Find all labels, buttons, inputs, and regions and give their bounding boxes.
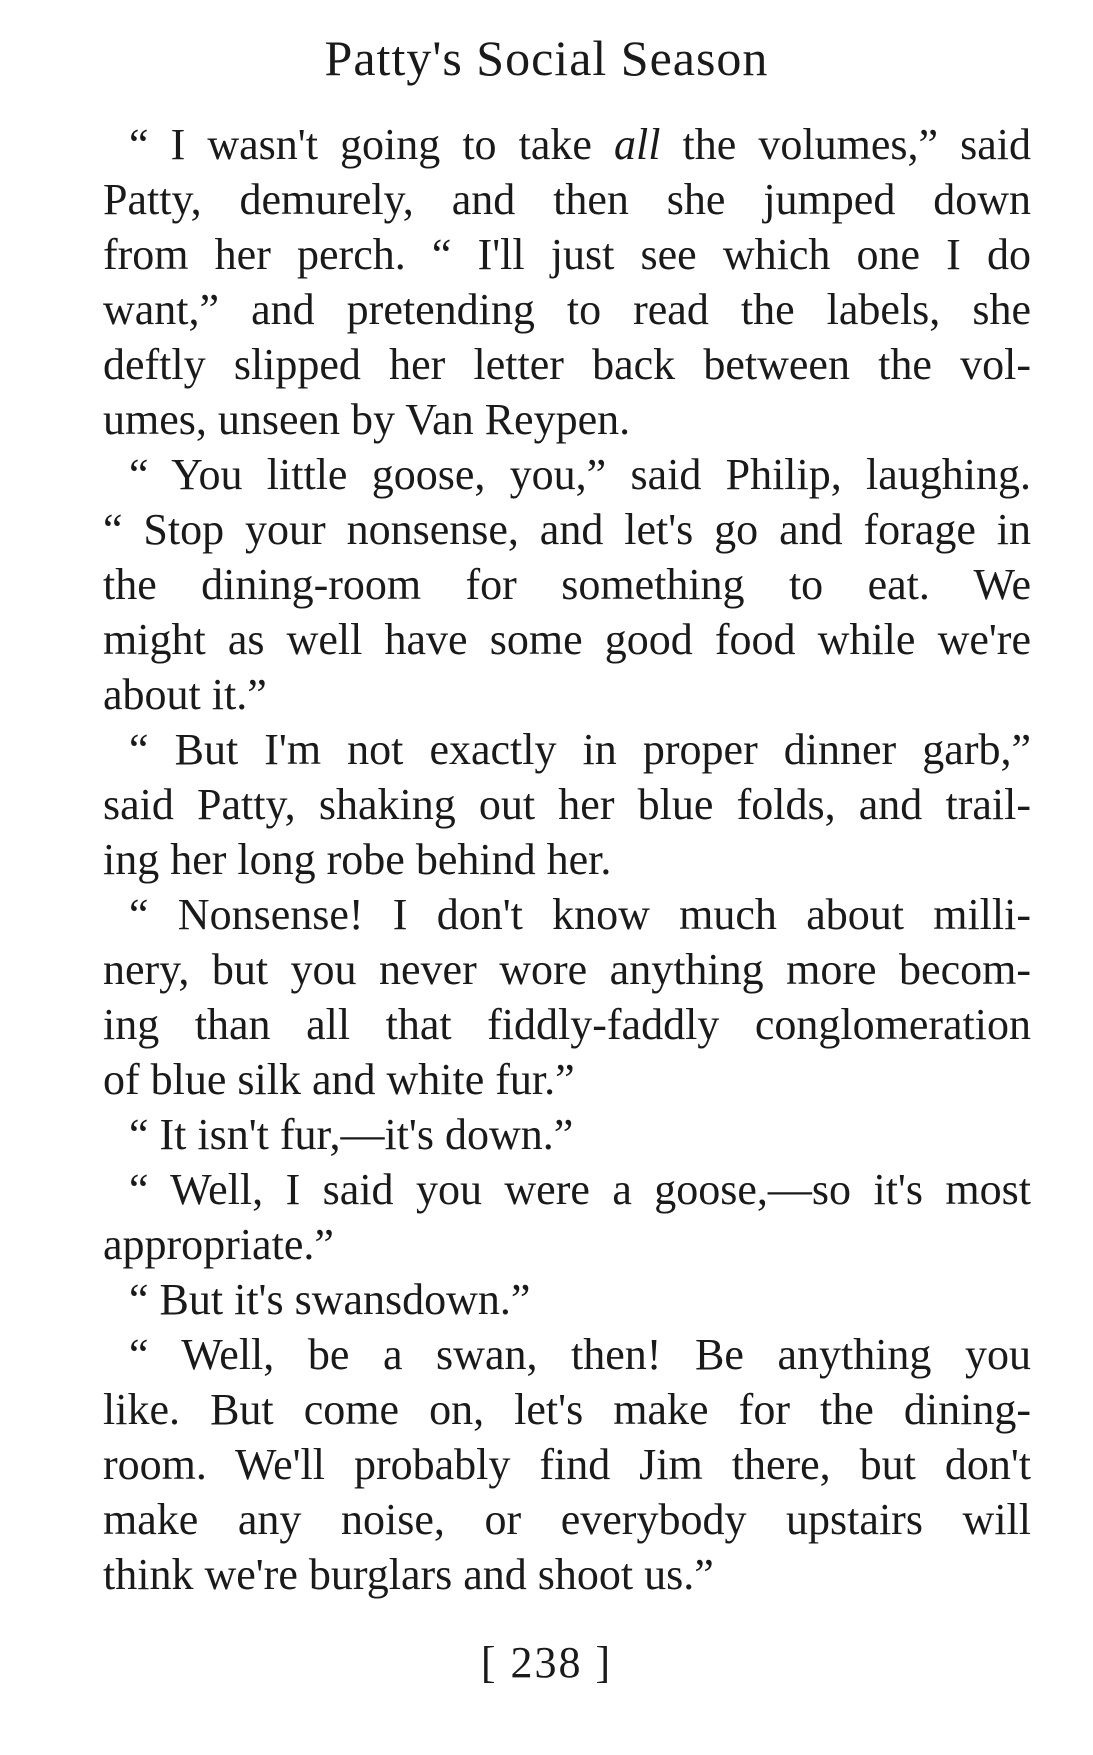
text-line: “ Stop your nonsense, and let's go and forage in [103, 505, 1031, 554]
text-line: “ But I'm not exactly in proper dinner garb,” [129, 725, 1031, 774]
page-number: [ 238 ] [480, 1638, 613, 1687]
running-title: Patty's Social Season [324, 30, 769, 86]
text-line: think we're burglars and shoot us.” [103, 1550, 714, 1599]
text-line: want,” and pretending to read the labels, she [103, 285, 1031, 334]
text-line: “ I wasn't going to take all the volumes,” said [129, 120, 1031, 169]
text-line: “ But it's swansdown.” [129, 1275, 531, 1324]
text-line: about it.” [103, 670, 267, 719]
text-line: the dining-room for something to eat. We [103, 560, 1031, 609]
text-line: of blue silk and white fur.” [103, 1055, 575, 1104]
paragraph [75, 722, 1031, 887]
text-line: ing than all that fiddly-faddly conglomeration [103, 1000, 1031, 1049]
text-line: from her perch. “ I'll just see which one I do [103, 230, 1031, 279]
text-line: “ You little goose, you,” said Philip, laughing. [129, 450, 1031, 499]
text-line: “ Well, I said you were a goose,—so it's most [129, 1165, 1031, 1214]
text-line: deftly slipped her letter back between the vol- [103, 340, 1031, 389]
paragraph [75, 887, 1031, 1107]
text-line: nery, but you never wore anything more becom- [103, 945, 1031, 994]
body-text [75, 117, 1031, 1602]
text-line: might as well have some good food while we're [103, 615, 1031, 664]
text-line: “ Nonsense! I don't know much about milli- [129, 890, 1031, 939]
text-line: make any noise, or everybody upstairs will [103, 1495, 1031, 1544]
text-line: said Patty, shaking out her blue folds, and trail- [103, 780, 1031, 829]
paragraph [75, 1162, 1031, 1272]
paragraph [75, 447, 1031, 722]
text-line: Patty, demurely, and then she jumped down [103, 175, 1031, 224]
paragraph [75, 1107, 1031, 1162]
text-line: like. But come on, let's make for the dining- [103, 1385, 1031, 1434]
text-line: “ Well, be a swan, then! Be anything you [129, 1330, 1031, 1379]
text-line: appropriate.” [103, 1220, 334, 1269]
text-line: ing her long robe behind her. [103, 835, 612, 884]
text-line: “ It isn't fur,—it's down.” [129, 1110, 574, 1159]
emphasis: all [614, 120, 661, 169]
text-line: umes, unseen by Van Reypen. [103, 395, 631, 444]
text-line: room. We'll probably find Jim there, but don't [103, 1440, 1031, 1489]
paragraph [75, 1327, 1031, 1602]
paragraph [75, 1272, 1031, 1327]
paragraph [75, 117, 1031, 447]
